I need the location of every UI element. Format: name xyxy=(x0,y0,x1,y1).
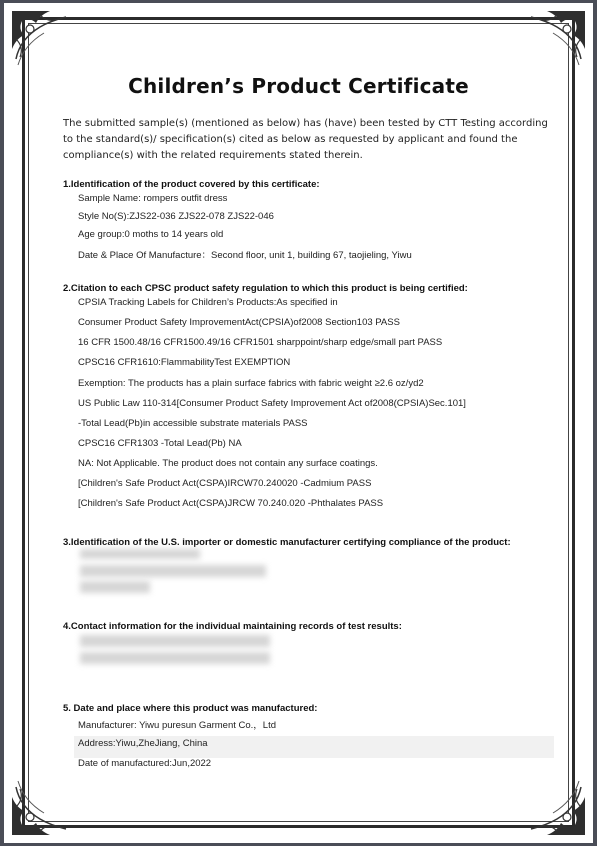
section-5-heading: 5. Date and place where this product was manufactured: xyxy=(63,703,318,714)
section-2-line: Exemption: The products has a plain surface fabrics with fabric weight ≥2.6 oz/yd2 xyxy=(78,378,424,389)
section-2-line: CPSIA Tracking Labels for Children’s Products:As specified in xyxy=(78,297,338,308)
redacted-block xyxy=(80,565,266,577)
section-1-line: Date & Place Of Manufacture：Second floor, unit 1, building 67, taojieling, Yiwu xyxy=(78,250,412,261)
section-4-heading: 4.Contact information for the individual maintaining records of test results: xyxy=(63,621,402,632)
section-5-line: Date of manufactured:Jun,2022 xyxy=(78,758,212,769)
corner-ornament-icon xyxy=(10,775,72,837)
page-title: Children’s Product Certificate xyxy=(128,74,469,98)
section-2-line: Consumer Product Safety ImprovementAct(CPSIA)of2008 Section103 PASS xyxy=(78,317,400,328)
corner-ornament-icon xyxy=(525,775,587,837)
section-2-line: CPSC16 CFR1610:FlammabilityTest EXEMPTION xyxy=(78,357,291,368)
section-2-heading: 2.Citation to each CPSC product safety regulation to which this product is being certified: xyxy=(63,283,468,294)
section-2-line: -Total Lead(Pb)in accessible substrate materials PASS xyxy=(78,418,308,429)
section-5-line: Manufacturer: Yiwu puresun Garment Co.，Ltd xyxy=(78,720,277,731)
section-2-line: NA: Not Applicable. The product does not contain any surface coatings. xyxy=(78,458,378,469)
certificate-page xyxy=(4,3,593,843)
section-1-line: Style No(S):ZJS22-036 ZJS22-078 ZJS22-046 xyxy=(78,211,274,222)
section-2-line: CPSC16 CFR1303 -Total Lead(Pb) NA xyxy=(78,438,242,449)
section-1-heading: 1.Identification of the product covered by this certificate: xyxy=(63,179,320,190)
section-2-line: [Children's Safe Product Act(CSPA)IRCW70.240020 -Cadmium PASS xyxy=(78,478,372,489)
intro-paragraph: The submitted sample(s) (mentioned as below) has (have) been tested by CTT Testing according to the standard(s)/ specification(s) cited as below as requested by applicant and found the compliance(s) with the related requirements stated therein. xyxy=(63,118,548,161)
section-3-heading: 3.Identification of the U.S. importer or domestic manufacturer certifying compliance of the product: xyxy=(63,537,511,548)
section-5-line: Address:Yiwu,ZheJiang, China xyxy=(78,738,208,749)
section-1-line: Age group:0 moths to 14 years old xyxy=(78,229,224,240)
corner-ornament-icon xyxy=(525,9,587,71)
section-2-line: 16 CFR 1500.48/16 CFR1500.49/16 CFR1501 sharppoint/sharp edge/small part PASS xyxy=(78,337,443,348)
corner-ornament-icon xyxy=(10,9,72,71)
redacted-block xyxy=(80,581,150,593)
section-1-line: Sample Name: rompers outfit dress xyxy=(78,193,228,204)
section-2-line: US Public Law 110-314[Consumer Product Safety Improvement Act of2008(CPSIA)Sec.101] xyxy=(78,398,466,409)
redacted-block xyxy=(80,635,270,647)
redacted-block xyxy=(80,549,200,559)
section-2-line: [Children's Safe Product Act(CSPA)JRCW 70.240.020 -Phthalates PASS xyxy=(78,498,384,509)
redacted-block xyxy=(80,652,270,664)
